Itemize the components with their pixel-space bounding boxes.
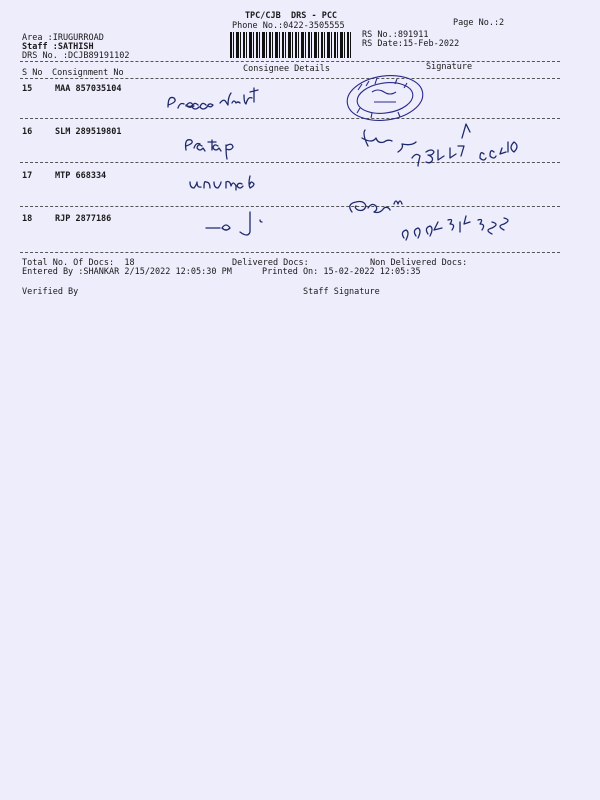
handwritten-signature-4 xyxy=(350,201,508,240)
col-header-consignment: Consignment No xyxy=(52,68,124,78)
rs-number: RS No.:891911 xyxy=(362,30,429,40)
verified-by: Verified By xyxy=(22,287,79,297)
row-sno: 18 xyxy=(22,214,33,224)
non-delivered-docs: Non Delivered Docs: xyxy=(370,258,468,268)
col-header-sno: S No xyxy=(22,68,43,78)
document-title: TPC/CJB DRS - PCC xyxy=(244,11,338,21)
col-header-signature: Signature xyxy=(426,62,473,72)
delivered-docs: Delivered Docs: xyxy=(232,258,309,268)
row-sno: 15 xyxy=(22,84,33,94)
row-consignment: RJP 2877186 xyxy=(55,214,112,224)
rs-date: RS Date:15-Feb-2022 xyxy=(362,39,460,49)
handwritten-signature-2 xyxy=(362,124,517,166)
area-label: Area :IRUGURROAD xyxy=(22,33,104,43)
row-consignment: MTP 668334 xyxy=(55,171,107,181)
page-number: Page No.:2 xyxy=(453,18,505,28)
staff-signature: Staff Signature xyxy=(303,287,380,297)
col-header-consignee: Consignee Details xyxy=(243,64,330,74)
stamp-seal xyxy=(344,71,425,125)
handwritten-consignee-4 xyxy=(206,212,262,235)
drs-number: DRS No. :DCJB89191102 xyxy=(22,51,130,61)
row-sno: 17 xyxy=(22,171,33,181)
row-sno: 16 xyxy=(22,127,33,137)
row-consignment: SLM 289519801 xyxy=(55,127,122,137)
phone-number: Phone No.:0422-3505555 xyxy=(232,21,345,31)
staff-label: Staff :SATHISH xyxy=(22,42,94,52)
handwritten-consignee-1 xyxy=(168,88,258,109)
printed-on: Printed On: 15-02-2022 12:05:35 xyxy=(262,267,421,277)
row-consignment: MAA 857035104 xyxy=(55,84,122,94)
total-docs: Total No. Of Docs: 18 xyxy=(22,258,135,268)
handwritten-consignee-2 xyxy=(186,140,233,159)
handwritten-consignee-3 xyxy=(190,176,254,190)
entered-by: Entered By :SHANKAR 2/15/2022 12:05:30 PM xyxy=(22,267,232,277)
